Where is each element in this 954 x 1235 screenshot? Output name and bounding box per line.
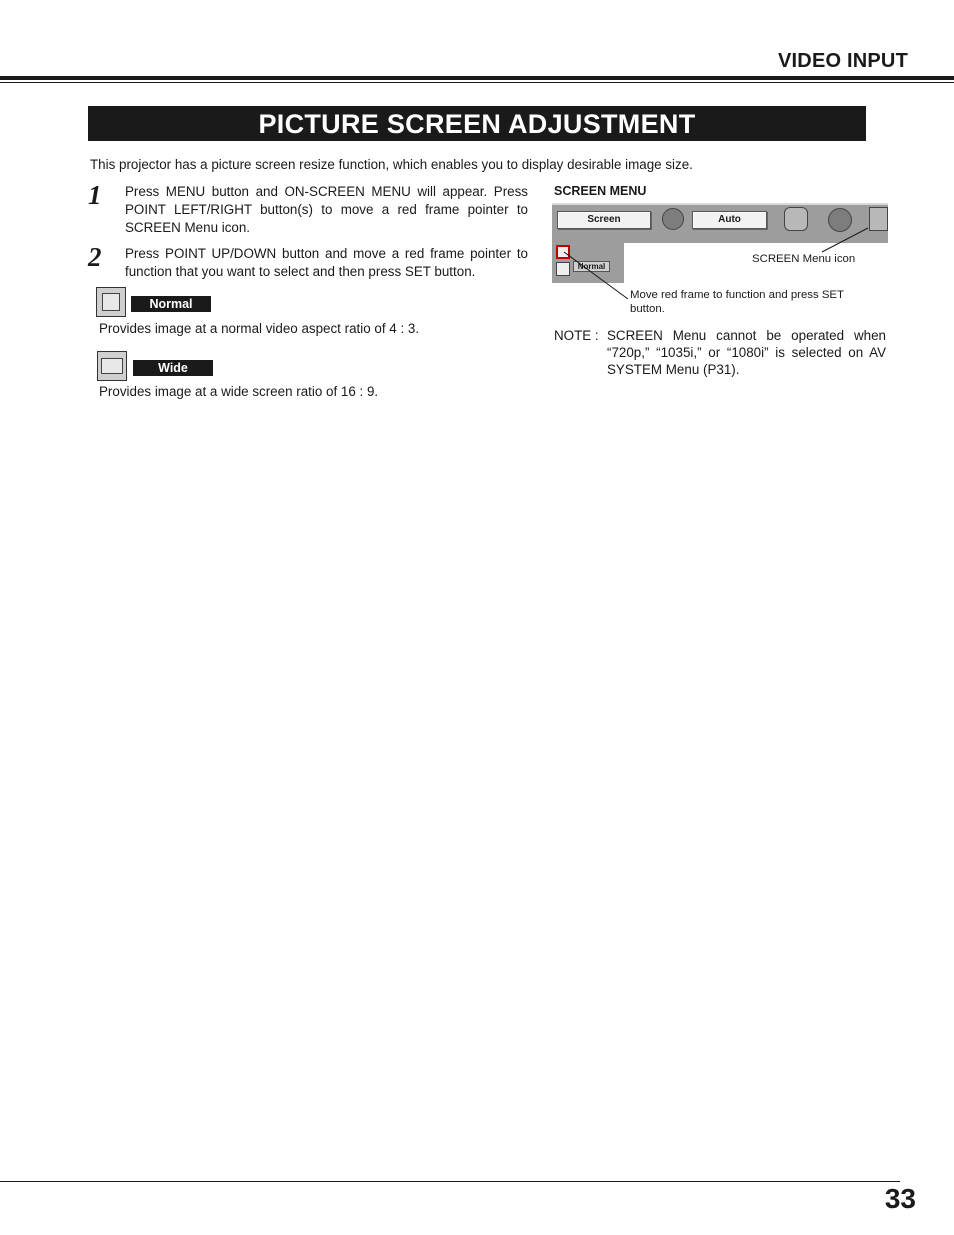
wide-aspect-icon xyxy=(97,351,127,381)
submenu-normal-label: Normal xyxy=(573,261,610,272)
auto-button[interactable]: Auto xyxy=(692,211,767,229)
screen-menu-heading: SCREEN MENU xyxy=(554,184,647,198)
step-2-text: Press POINT UP/DOWN button and move a red frame pointer to function that you want to select and then press SET button. xyxy=(125,246,528,279)
screen-menu-button[interactable]: Screen xyxy=(557,211,651,229)
step-2-number: 2 xyxy=(88,242,102,272)
callout-line-icon xyxy=(822,228,868,252)
normal-description: Provides image at a normal video aspect ratio of 4 : 3. xyxy=(99,321,420,336)
step-1-text: Press MENU button and ON-SCREEN MENU will appear. Press POINT LEFT/RIGHT button(s) to move a red frame pointer to SCREEN Menu icon. xyxy=(125,184,528,235)
header-rule-thin xyxy=(0,82,954,83)
wide-description: Provides image at a wide screen ratio of 16 : 9. xyxy=(99,384,379,399)
note-label: NOTE : xyxy=(554,328,599,343)
callout-line-frame xyxy=(564,252,628,299)
step-1-number: 1 xyxy=(88,180,102,210)
callout-move-frame: Move red frame to function and press SET button. xyxy=(630,289,844,315)
normal-label: Normal xyxy=(131,296,211,312)
section-title: VIDEO INPUT xyxy=(778,50,908,72)
footer-rule xyxy=(0,1181,900,1182)
header-rule xyxy=(0,76,954,80)
note-text: SCREEN Menu cannot be operated when “720p,” “1035i,” or “1080i” is selected on AV SYSTEM Menu (P31). xyxy=(607,328,886,377)
page-title: PICTURE SCREEN ADJUSTMENT xyxy=(88,106,866,141)
wide-label: Wide xyxy=(133,360,213,376)
callout-screen-icon: SCREEN Menu icon xyxy=(752,253,856,265)
page-number: 33 xyxy=(884,1183,916,1214)
normal-aspect-icon xyxy=(96,287,126,317)
intro-text: This projector has a picture screen resize function, which enables you to display desirable image size. xyxy=(90,157,693,172)
